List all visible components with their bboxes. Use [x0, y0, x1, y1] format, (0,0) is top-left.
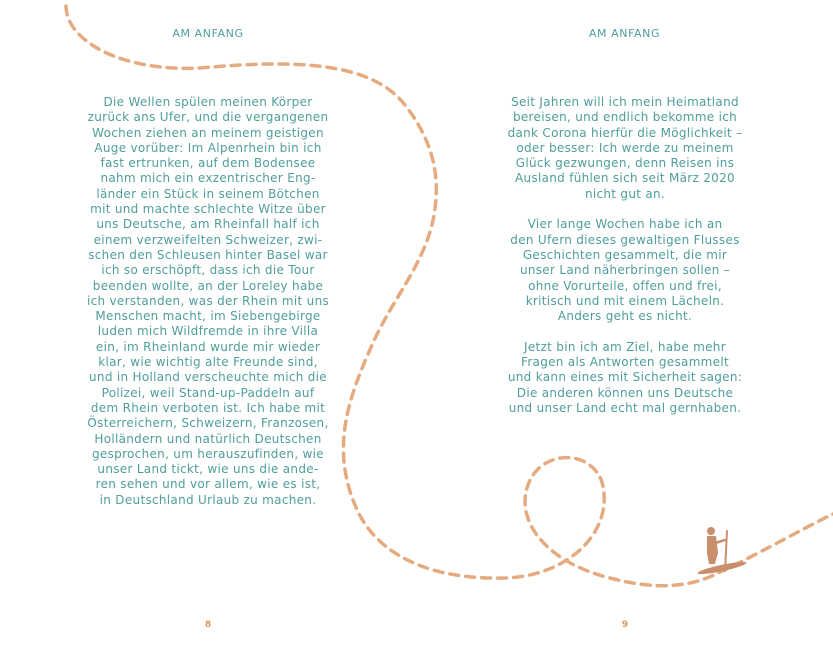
text-line: bereisen, und endlich bekomme ich	[512, 110, 738, 125]
text-line: mit und machte schlechte Witze über	[90, 202, 326, 217]
text-line: Fragen als Antworten gesammelt	[520, 355, 729, 370]
text-line: Jetzt bin ich am Ziel, habe mehr	[524, 339, 726, 354]
text-line: Geschichten gesammelt, die mir	[522, 247, 728, 262]
running-head: AM ANFANG	[172, 27, 244, 40]
text-line: ein, im Rheinland wurde mir wieder	[95, 339, 321, 354]
text-line: gesprochen, um herauszufinden, wie	[92, 446, 324, 461]
text-line: in Deutschland Urlaub zu machen.	[99, 492, 317, 507]
running-head: AM ANFANG	[588, 27, 661, 40]
text-line: kritisch und mit einem Lächeln.	[525, 293, 725, 308]
right-page	[416, 0, 833, 648]
text-line: Glück gezwungen, denn Reisen ins	[515, 156, 735, 171]
text-line: Holländern und natürlich Deutschen	[94, 431, 322, 446]
text-line: ohne Vorurteile, offen und frei,	[528, 278, 722, 293]
text-line: schen den Schleusen hinter Basel war	[88, 247, 328, 262]
text-line: einem verzweifelten Schweizer, zwi-	[93, 232, 323, 247]
text-line: Vier lange Wochen habe ich an	[527, 217, 723, 232]
paragraph	[58, 95, 358, 508]
left-page	[0, 0, 416, 648]
text-line: klar, wie wichtig alte Freunde sind,	[98, 355, 318, 370]
text-line: nahm mich ein exzentrischer Eng-	[100, 171, 316, 186]
text-line: den Ufern dieses gewaltigen Flusses	[510, 232, 740, 247]
paragraph	[472, 95, 778, 202]
text-line: und in Holland verscheuchte mich die	[89, 370, 327, 385]
page-number: 8	[204, 620, 212, 630]
text-line: fast ertrunken, auf dem Bodensee	[100, 156, 316, 171]
text-line: länder ein Stück in seinem Bötchen	[96, 186, 320, 201]
text-line: Österreichern, Schweizern, Franzosen,	[87, 416, 329, 431]
text-line: Auge vorüber: Im Alpenrhein bin ich	[94, 140, 322, 155]
text-line: uns Deutsche, am Rheinfall half ich	[96, 217, 320, 232]
text-line: Die Wellen spülen meinen Körper	[103, 95, 313, 109]
text-line: Seit Jahren will ich mein Heimatland	[511, 95, 739, 109]
text-line: Menschen macht, im Siebengebirge	[95, 309, 321, 324]
text-line: nicht gut an.	[584, 186, 666, 201]
text-line: ich verstanden, was der Rhein mit uns	[86, 293, 330, 308]
text-line: ren sehen und vor allem, wie es ist,	[95, 477, 321, 492]
text-line: Anders geht es nicht.	[557, 309, 693, 324]
text-line: oder besser: Ich werde zu meinem	[516, 140, 734, 155]
text-line: beenden wollte, an der Loreley habe	[92, 278, 324, 293]
paragraph	[472, 217, 778, 324]
left-body-text	[58, 95, 358, 523]
text-line: Polizei, weil Stand-up-Paddeln auf	[101, 385, 315, 400]
text-line: und kann eines mit Sicherheit sagen:	[507, 370, 743, 385]
right-body-text	[472, 95, 778, 432]
text-line: dem Rhein verboten ist. Ich habe mit	[90, 400, 326, 415]
text-line: luden mich Wildfremde in ihre Villa	[97, 324, 319, 339]
page-number: 9	[621, 620, 629, 630]
text-line: unser Land näherbringen sollen –	[519, 263, 731, 278]
text-line: und unser Land echt mal gernhaben.	[508, 400, 742, 415]
text-line: unser Land tickt, wie uns die ande-	[97, 462, 319, 477]
text-line: dank Corona hierfür die Möglichkeit –	[507, 125, 743, 140]
text-line: Wochen ziehen an meinem geistigen	[92, 125, 324, 140]
text-line: Ausland fühlen sich seit März 2020	[515, 171, 735, 186]
paragraph	[472, 340, 778, 416]
text-line: ich so erschöpft, dass ich die Tour	[101, 263, 315, 278]
text-line: zurück ans Ufer, und die vergangenen	[87, 110, 329, 125]
text-line: Die anderen können uns Deutsche	[516, 385, 734, 400]
